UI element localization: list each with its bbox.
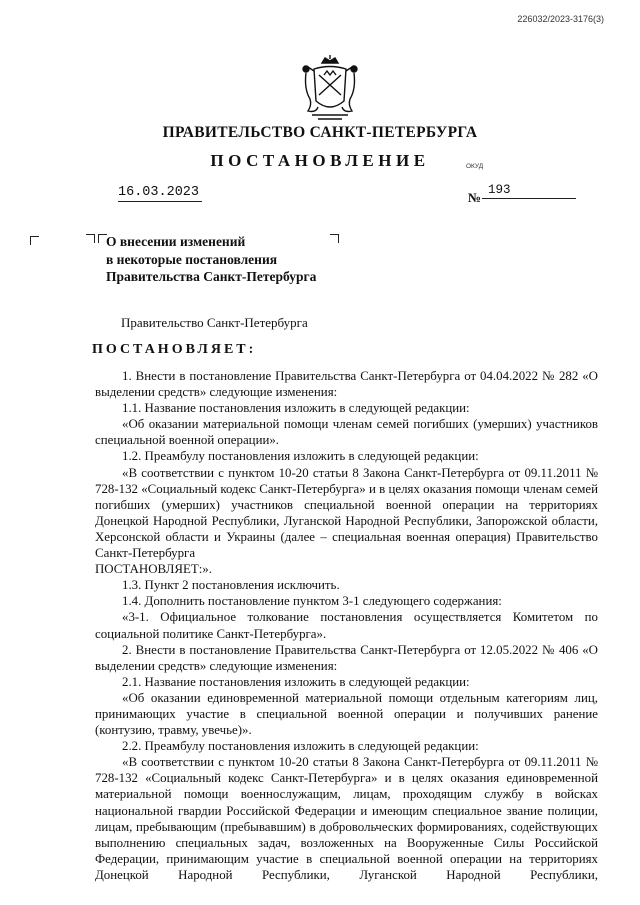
document-type-heading: ПОСТАНОВЛЕНИЕ <box>210 151 430 170</box>
document-body <box>95 368 598 883</box>
intro-text: Правительство Санкт-Петербурга <box>121 315 308 330</box>
number-sign: № <box>468 190 482 205</box>
body-paragraph: «В соответствии с пунктом 10-20 статьи 8 Закона Санкт-Петербурга от 09.11.2011 № 728-132 «Социальный кодекс Санкт-Петербурга» и в целях оказания помощи членам семей погибших (умерших) участников специальной военной операции на территориях Донецкой Народной Республики, Луганской Народной Республики, Запорожской области, Херсонской области и Украины (далее – специальная военная операция) Правительство Санкт-Петербурга <box>95 465 598 561</box>
corner-mark-subject-right <box>86 234 95 243</box>
okud-label: ОКУД <box>466 163 484 170</box>
st-petersburg-coat-of-arms-icon <box>300 55 360 125</box>
body-paragraph: «В соответствии с пунктом 10-20 статьи 8 Закона Санкт-Петербурга от 09.11.2011 № 728-132 «Социальный кодекс Санкт-Петербурга» и в целях оказания единовременной материальной помощи военнослужащим, лицам, проходящим службу в войсках национальной гвардии Российской Федерации и имеющим специальное звание полиции, лицам, пребывающим (пребывавшим) в добровольческих формированиях, содействующих выполнению специальных задач, возложенных на Вооруженные Силы Российской Федерации, принимающим участие в специальной военной операции на территориях Донецкой Народной Республики, Луганской Народной Республики, <box>95 755 598 882</box>
body-paragraph: 2. Внести в постановление Правительства Санкт-Петербурга от 12.05.2022 № 406 «О выделении средств» следующие изменения: <box>95 642 598 673</box>
government-title: ПРАВИТЕЛЬСТВО САНКТ-ПЕТЕРБУРГА <box>162 124 478 141</box>
body-paragraph: 1.1. Название постановления изложить в следующей редакции: <box>122 401 470 416</box>
body-paragraph: 1.3. Пункт 2 постановления исключить. <box>122 578 340 593</box>
document-subject <box>106 233 316 286</box>
document-registration-number: 226032/2023-3176(3) <box>517 14 604 24</box>
decrees-heading: ПОСТАНОВЛЯЕТ: <box>92 342 257 357</box>
body-paragraph: 2.2. Преамбулу постановления изложить в следующей редакции: <box>122 739 479 754</box>
body-paragraph: 1. Внести в постановление Правительства Санкт-Петербурга от 04.04.2022 № 282 «О выделении средств» следующие изменения: <box>95 369 598 400</box>
body-paragraph: 2.1. Название постановления изложить в следующей редакции: <box>122 674 470 689</box>
document-date: 16.03.2023 <box>118 185 202 202</box>
document-number: 193 <box>482 183 576 199</box>
subject-line: в некоторые постановления <box>106 251 278 267</box>
subject-line: Правительства Санкт-Петербурга <box>106 269 317 284</box>
corner-mark-right <box>330 234 339 243</box>
subject-line: О внесении изменений <box>106 234 246 249</box>
body-paragraph: 1.2. Преамбулу постановления изложить в следующей редакции: <box>122 449 479 464</box>
body-paragraph: «3-1. Официальное толкование постановления осуществляется Комитетом по социальной политике Санкт-Петербурга». <box>95 610 598 641</box>
body-paragraph: 1.4. Дополнить постановление пунктом 3-1 следующего содержания: <box>122 594 502 609</box>
body-paragraph: «Об оказании единовременной материальной помощи отдельным категориям лиц, принимающих участие в специальной военной операции и получивших ранение (контузию, травму, увечье)». <box>95 690 598 738</box>
corner-mark-left <box>30 236 39 245</box>
body-paragraph: «Об оказании материальной помощи членам семей погибших (умерших) участников специальной военной операции». <box>95 417 598 448</box>
body-paragraph: ПОСТАНОВЛЯЕТ:». <box>95 562 212 577</box>
